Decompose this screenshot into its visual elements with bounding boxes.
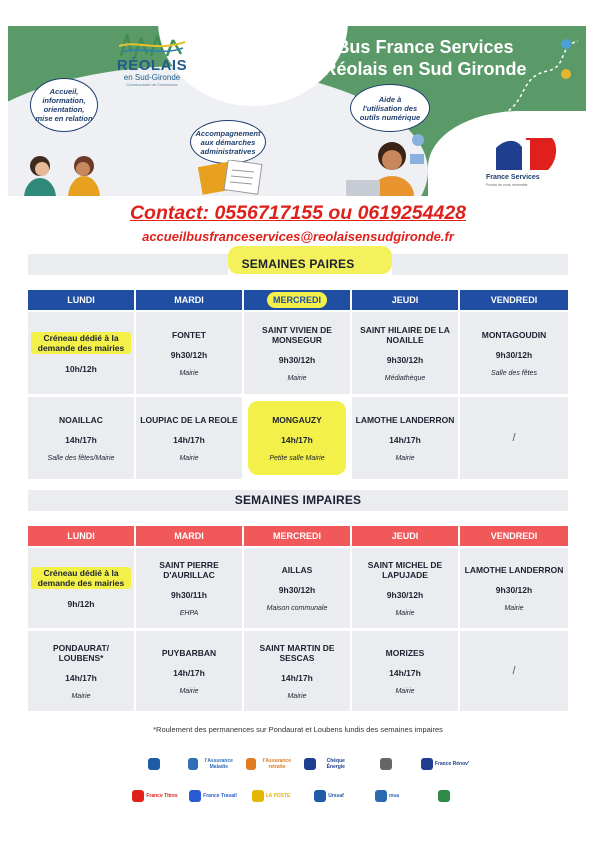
cheque-energie-mark-icon <box>304 758 316 770</box>
cell-hours: 14h/17h <box>65 434 97 445</box>
cell-hours: 9h30/12h <box>386 589 424 600</box>
even-weeks-table <box>28 290 568 310</box>
cell-town: NOAILLAC <box>59 414 103 425</box>
schedule-cell <box>136 397 242 479</box>
cell-hours: 14h/17h <box>389 667 421 678</box>
schedule-cell <box>28 397 134 479</box>
cell-place: Salle des fêtes/Mairie <box>47 454 115 462</box>
even-weeks-title: SEMAINES PAIRES <box>241 257 355 271</box>
even-head-vendredi: VENDREDI <box>460 290 568 310</box>
odd-head-lundi: LUNDI <box>28 526 134 546</box>
cell-place: Mairie <box>395 609 415 617</box>
even-head-mercredi-label: MERCREDI <box>267 292 327 308</box>
cell-place: Mairie <box>395 454 415 462</box>
cell-place: Mairie <box>287 692 307 700</box>
cell-hours: 9h30/12h <box>278 584 316 595</box>
people-illustration <box>12 136 112 196</box>
partner-label: France Travail <box>203 793 237 799</box>
schedule-cell <box>352 548 458 628</box>
logo-name: RÉOLAIS <box>116 57 188 74</box>
even-head-mercredi <box>244 290 350 310</box>
cell-hours: 14h/17h <box>281 672 313 683</box>
cell-hours: 14h/17h <box>173 434 205 445</box>
finances-publiques-logo <box>362 752 412 776</box>
partner-label: l'Assurance retraite <box>262 758 291 770</box>
reolais-logo <box>112 30 192 87</box>
caf-mark-icon <box>148 758 160 770</box>
map-pin-icon <box>561 39 571 49</box>
cell-town: MONTAGOUDIN <box>481 329 547 340</box>
schedule-cell <box>460 631 568 711</box>
schedule-cell <box>244 312 350 394</box>
france-services-mark <box>486 130 566 174</box>
bubble-line: administratives <box>200 146 256 156</box>
schedule-cell <box>248 401 346 475</box>
partner-label: France Rénov' <box>434 761 470 767</box>
cell-town: MORIZES <box>385 647 425 658</box>
assurance-maladie-logo <box>188 752 238 776</box>
finances-publiques-mark-icon <box>380 758 392 770</box>
cell-town: PUYBARBAN <box>161 647 217 658</box>
cell-town: SAINT VIVIEN DE MONSEGUR <box>262 324 332 345</box>
cell-place: Médiathèque <box>384 374 426 382</box>
partner-label: France Titres <box>146 793 178 799</box>
cell-town: SAINT MARTIN DE SESCAS <box>259 642 335 663</box>
france-renov-mark-icon <box>421 758 433 770</box>
cell-hours: 9h/12h <box>67 599 95 609</box>
schedule-cell <box>28 548 134 628</box>
cell-place: Petite salle Mairie <box>269 454 325 462</box>
route-decoration <box>488 36 586 126</box>
cell-hours: 9h30/12h <box>386 354 424 365</box>
schedule-cell <box>352 397 458 479</box>
even-head-jeudi: JEUDI <box>352 290 458 310</box>
bubble-line: Aide à <box>378 94 402 104</box>
schedule-cell <box>460 312 568 394</box>
cell-hours: 14h/17h <box>281 434 313 445</box>
la-poste-mark-icon <box>252 790 264 802</box>
reolais-logo-graphic <box>117 30 187 58</box>
cell-place: Mairie <box>179 687 199 695</box>
schedule-cell <box>28 312 134 394</box>
bubble-accueil <box>30 78 98 132</box>
schedule-cell <box>244 548 350 628</box>
bubble-line: Accueil, <box>49 87 79 96</box>
cell-place: EHPA <box>179 609 199 617</box>
france-services-name: France Services <box>486 174 540 181</box>
cell-town: Créneau dédié à la demande des mairies <box>31 332 131 354</box>
partner-label: Urssaf <box>328 793 344 799</box>
map-pin-icon <box>561 69 571 79</box>
cell-hours: 14h/17h <box>389 434 421 445</box>
justice-logo <box>420 784 470 808</box>
caf-logo <box>130 752 180 776</box>
logo-subtitle: en Sud-Gironde <box>123 73 181 82</box>
odd-head-vendredi: VENDREDI <box>460 526 568 546</box>
bubble-line: information, <box>42 96 86 105</box>
assurance-retraite-mark-icon <box>246 758 256 770</box>
banner-title-line1: Bus France Services <box>336 37 514 57</box>
cheque-energie-logo <box>304 752 354 776</box>
cell-hours: 14h/17h <box>65 672 97 683</box>
assurance-retraite-logo <box>246 752 296 776</box>
schedule-cell <box>136 548 242 628</box>
cell-place: Mairie <box>287 374 307 382</box>
partner-label: l'Assurance Maladie <box>204 758 233 770</box>
cell-town: LAMOTHE LANDERRON <box>464 564 564 575</box>
cell-town: SAINT HILAIRE DE LA NOAILLE <box>360 324 450 345</box>
france-services-logo <box>486 130 566 192</box>
schedule-cell <box>460 397 568 479</box>
bubble-line: aux démarches <box>200 137 256 147</box>
cell-place: Mairie <box>71 692 91 700</box>
cell-place: Mairie <box>179 454 199 462</box>
digital-help-illustration <box>340 122 436 196</box>
contact-phones[interactable]: Contact: 0556717155 ou 0619254428 <box>129 202 467 224</box>
partner-label: msa <box>388 793 399 799</box>
la-poste-logo <box>246 784 296 808</box>
documents-illustration <box>198 160 268 196</box>
empty-slot: / <box>512 665 516 677</box>
partner-label: Chèque Énergie <box>326 758 345 770</box>
urssaf-mark-icon <box>314 790 326 802</box>
cell-place: Mairie <box>395 687 415 695</box>
france-titres-mark-icon <box>132 790 144 802</box>
cell-town: MONGAUZY <box>272 414 322 425</box>
odd-head-mardi: MARDI <box>136 526 242 546</box>
schedule-cell <box>136 631 242 711</box>
even-head-lundi: LUNDI <box>28 290 134 310</box>
assurance-maladie-mark-icon <box>188 758 198 770</box>
cell-hours: 9h30/12h <box>170 349 208 360</box>
bubble-line: mise en relation <box>35 114 93 123</box>
cell-hours: 9h30/12h <box>278 354 316 365</box>
schedule-cell <box>460 548 568 628</box>
cell-hours: 10h/12h <box>65 364 97 374</box>
france-renov-logo <box>420 752 470 776</box>
logo-tagline: Communauté de Communes <box>126 82 178 87</box>
schedule-cell <box>244 631 350 711</box>
justice-mark-icon <box>438 790 450 802</box>
cell-hours: 9h30/12h <box>495 584 533 595</box>
france-travail-mark-icon <box>189 790 201 802</box>
france-titres-logo <box>130 784 180 808</box>
odd-head-jeudi: JEUDI <box>352 526 458 546</box>
cell-hours: 9h30/11h <box>171 589 207 600</box>
footnote: *Roulement des permanences sur Pondaurat et Loubens lundis des semaines impaires <box>153 725 443 734</box>
odd-weeks-rows <box>28 548 568 711</box>
cell-town: LAMOTHE LANDERRON <box>355 414 455 425</box>
cell-town: SAINT MICHEL DE LAPUJADE <box>367 559 443 580</box>
cell-town: Créneau dédié à la demande des mairies <box>31 567 131 589</box>
cell-town: AILLAS <box>281 564 313 575</box>
even-weeks-rows <box>28 312 568 479</box>
cell-town: FONTET <box>172 329 206 340</box>
bubble-line: outils numérique <box>359 112 421 122</box>
france-services-tag: Proche de vous, ensemble <box>486 183 528 187</box>
even-head-mardi: MARDI <box>136 290 242 310</box>
bubble-accompagnement <box>190 120 266 164</box>
odd-head-mercredi: MERCREDI <box>244 526 350 546</box>
odd-weeks-title: SEMAINES IMPAIRES <box>28 490 568 511</box>
cell-town: SAINT PIERRE D'AURILLAC <box>159 559 219 580</box>
cell-place: Salle des fêtes <box>491 369 537 377</box>
odd-weeks-table <box>28 526 568 546</box>
msa-logo <box>362 784 412 808</box>
cell-hours: 14h/17h <box>173 667 205 678</box>
bubble-line: Accompagnement <box>195 128 261 138</box>
schedule-cell <box>352 312 458 394</box>
cell-place: Mairie <box>504 604 524 612</box>
cell-place: Maison communale <box>266 604 328 612</box>
partner-label: LA POSTE <box>265 793 291 799</box>
schedule-cell <box>352 631 458 711</box>
banner-title-line2: Réolais en Sud Gironde <box>323 59 527 79</box>
msa-mark-icon <box>375 790 387 802</box>
bubble-line: orientation, <box>43 105 85 114</box>
cell-place: Mairie <box>179 369 199 377</box>
urssaf-logo <box>304 784 354 808</box>
schedule-cell <box>28 631 134 711</box>
contact-email[interactable]: accueilbusfranceservices@reolaisensudgironde.fr <box>142 229 454 244</box>
cell-town: PONDAURAT/ LOUBENS* <box>52 642 110 663</box>
header-banner <box>8 26 586 196</box>
france-travail-logo <box>188 784 238 808</box>
empty-slot: / <box>512 432 516 444</box>
cell-hours: 9h30/12h <box>495 349 533 360</box>
schedule-cell <box>136 312 242 394</box>
bubble-line: l'utilisation des <box>362 103 418 113</box>
cell-town: LOUPIAC DE LA REOLE <box>140 414 238 425</box>
